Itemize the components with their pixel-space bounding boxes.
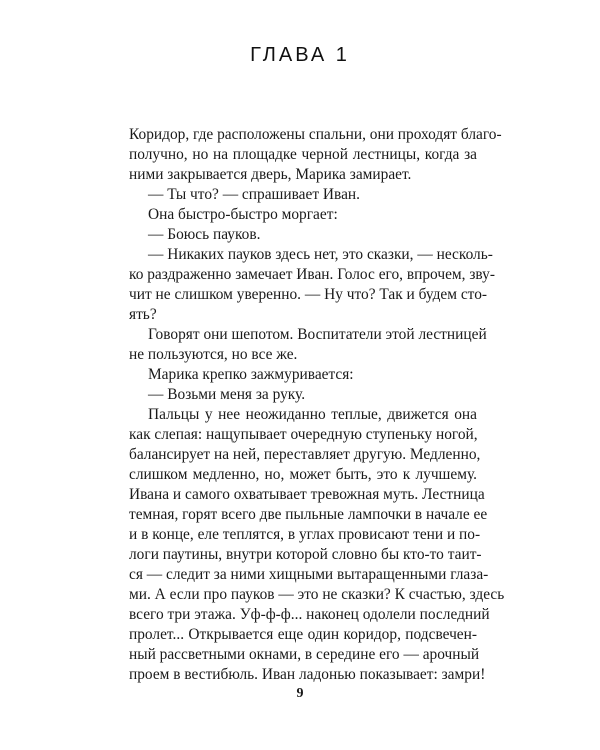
text-line: ный рассветными окнами, в середине его — арочный — [129, 646, 480, 663]
text-line: — Боюсь пауков. — [148, 226, 261, 243]
text-line: Она быстро-быстро моргает: — [148, 206, 338, 223]
page-number: 9 — [296, 686, 304, 701]
text-line: получно, но на площадке черной лестницы, когда за — [129, 146, 477, 163]
text-line: балансирует на ней, переставляет другую. Медленно, — [129, 446, 481, 463]
chapter-title: ГЛАВА 1 — [250, 44, 350, 66]
text-line: как слепая: нащупывает очередную ступеньку ногой, — [129, 426, 478, 443]
text-line: темная, горят всего две пыльные лампочки в начале ее — [129, 506, 488, 523]
text-line: не пользуются, но все же. — [129, 346, 298, 363]
text-line: — Ты что? — спрашивает Иван. — [148, 186, 361, 203]
text-line: Ивана и самого охватывает тревожная муть. Лестница — [129, 486, 485, 503]
text-line: ять? — [129, 306, 157, 323]
text-line: чит не слишком уверенно. — Ну что? Так и будем сто- — [129, 286, 488, 303]
text-line: и в конце, еле теплятся, в углах провисают тени и по- — [129, 526, 481, 543]
text-line: Марика крепко зажмуривается: — [148, 366, 354, 383]
text-line: — Никаких пауков здесь нет, это сказки, — несколь- — [148, 246, 493, 263]
text-line: проем в вестибюль. Иван ладонью показывает: замри! — [129, 666, 486, 683]
text-line: всего три этажа. Уф-ф-ф... наконец одолели последний — [129, 606, 490, 623]
text-line: Говорят они шепотом. Воспитатели этой лестницей — [148, 326, 487, 343]
text-line: пролет... Открывается еще один коридор, подсвечен- — [129, 626, 477, 643]
text-line: — Возьми меня за руку. — [148, 386, 306, 403]
text-line: ся — следит за ними хищными вытаращенными глаза- — [129, 566, 489, 583]
text-line: ними закрывается дверь, Марика замирает. — [129, 166, 412, 183]
text-line: ко раздраженно замечает Иван. Голос его, впрочем, зву- — [129, 266, 495, 283]
text-line: Коридор, где расположены спальни, они проходят благо- — [129, 126, 502, 143]
text-line: логи паутины, внутри которой словно бы кто-то таит- — [129, 546, 482, 563]
text-line: Пальцы у нее неожиданно теплые, движется она — [148, 406, 477, 423]
text-line: слишком медленно, но, может быть, это к лучшему. — [129, 466, 477, 483]
text-line: ми. А если про пауков — это не сказки? К счастью, здесь — [129, 586, 505, 603]
